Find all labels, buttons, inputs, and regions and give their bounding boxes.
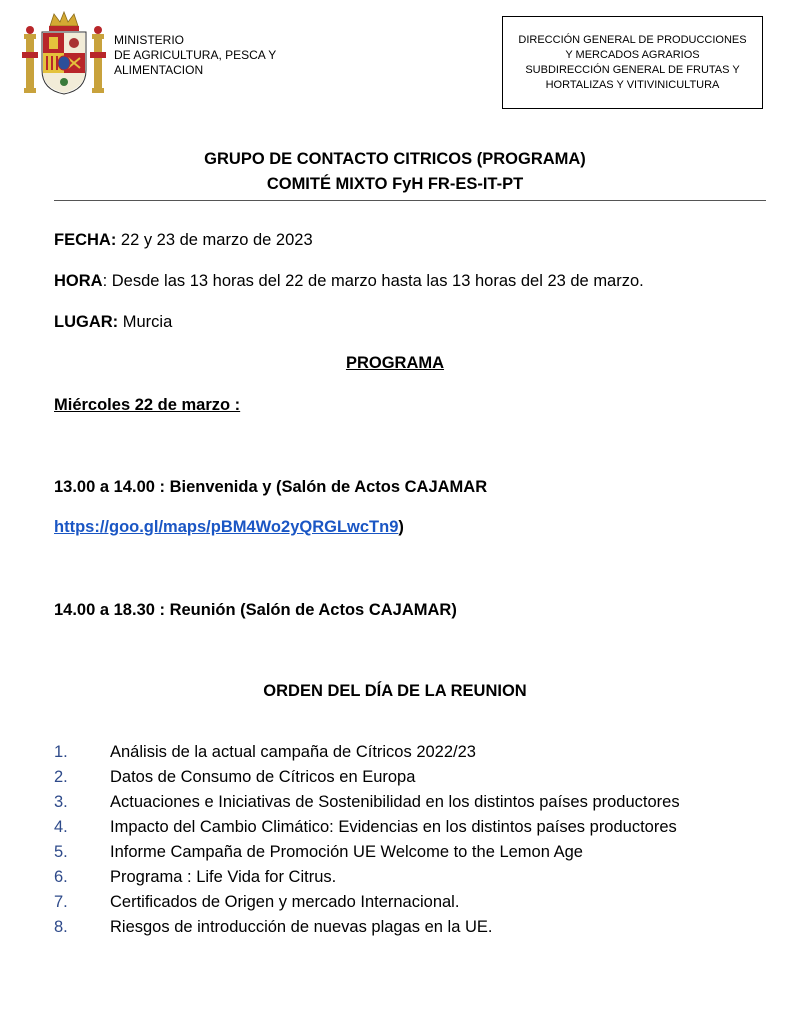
document-title: GRUPO DE CONTACTO CITRICOS (PROGRAMA) [204,150,586,168]
session1-link-line [54,518,404,537]
department-box [502,16,763,109]
item-text: Datos de Consumo de Cítricos en Europa [110,768,416,786]
ministry-name [114,33,276,78]
item-number: 4. [54,818,68,836]
department-line: DIRECCIÓN GENERAL DE PRODUCCIONES [518,33,747,46]
list-item [54,890,764,915]
link-suffix: ) [398,518,404,536]
item-number: 8. [54,918,68,936]
maps-link[interactable]: https://goo.gl/maps/pBM4Wo2yQRGLwcTn9 [54,518,399,536]
session2-text: 14.00 a 18.30 : Reunión (Salón de Actos CAJAMAR) [54,601,457,619]
lugar-line [54,313,172,332]
item-text: Certificados de Origen y mercado Internacional. [110,893,460,911]
item-number: 2. [54,768,68,786]
item-text: Programa : Life Vida for Citrus. [110,868,337,886]
lugar-value: Murcia [118,313,173,331]
list-item [54,790,764,815]
department-line: SUBDIRECCIÓN GENERAL DE FRUTAS Y [525,63,740,76]
ministry-line: DE AGRICULTURA, PESCA Y [114,48,277,62]
hora-value: : Desde las 13 horas del 22 de marzo hasta las 13 horas del 23 de marzo. [102,272,644,290]
agenda-heading: ORDEN DEL DÍA DE LA REUNION [263,682,527,700]
item-number: 5. [54,843,68,861]
session1-text: 13.00 a 14.00 : Bienvenida y (Salón de Actos CAJAMAR [54,478,488,496]
item-number: 6. [54,868,68,886]
item-text: Impacto del Cambio Climático: Evidencias en los distintos países productores [110,818,677,836]
spain-coat-of-arms-icon [22,8,106,96]
agenda-list [54,740,764,940]
list-item [54,840,764,865]
item-text: Análisis de la actual campaña de Cítricos 2022/23 [110,743,476,761]
hora-line [54,272,644,291]
hora-label: HORA [54,272,103,290]
fecha-label: FECHA: [54,231,117,249]
fecha-value: 22 y 23 de marzo de 2023 [116,231,313,249]
list-item [54,865,764,890]
item-text: Informe Campaña de Promoción UE Welcome to the Lemon Age [110,843,583,861]
title-divider [54,200,766,201]
list-item [54,815,764,840]
item-text: Riesgos de introducción de nuevas plagas en la UE. [110,918,493,936]
item-text: Actuaciones e Iniciativas de Sostenibilidad en los distintos países productores [110,793,680,811]
fecha-line [54,231,313,250]
list-item [54,740,764,765]
department-line: HORTALIZAS Y VITIVINICULTURA [545,78,720,91]
ministry-line: MINISTERIO [114,33,185,47]
lugar-label: LUGAR: [54,313,119,331]
programa-heading: PROGRAMA [345,354,445,372]
ministry-line: ALIMENTACION [114,63,204,77]
list-item [54,765,764,790]
list-item [54,915,764,940]
day-heading: Miércoles 22 de marzo : [54,396,241,414]
department-line: Y MERCADOS AGRARIOS [565,48,700,61]
document-subtitle: COMITÉ MIXTO FyH FR-ES-IT-PT [266,175,524,193]
item-number: 7. [54,893,68,911]
item-number: 1. [54,743,68,761]
item-number: 3. [54,793,68,811]
